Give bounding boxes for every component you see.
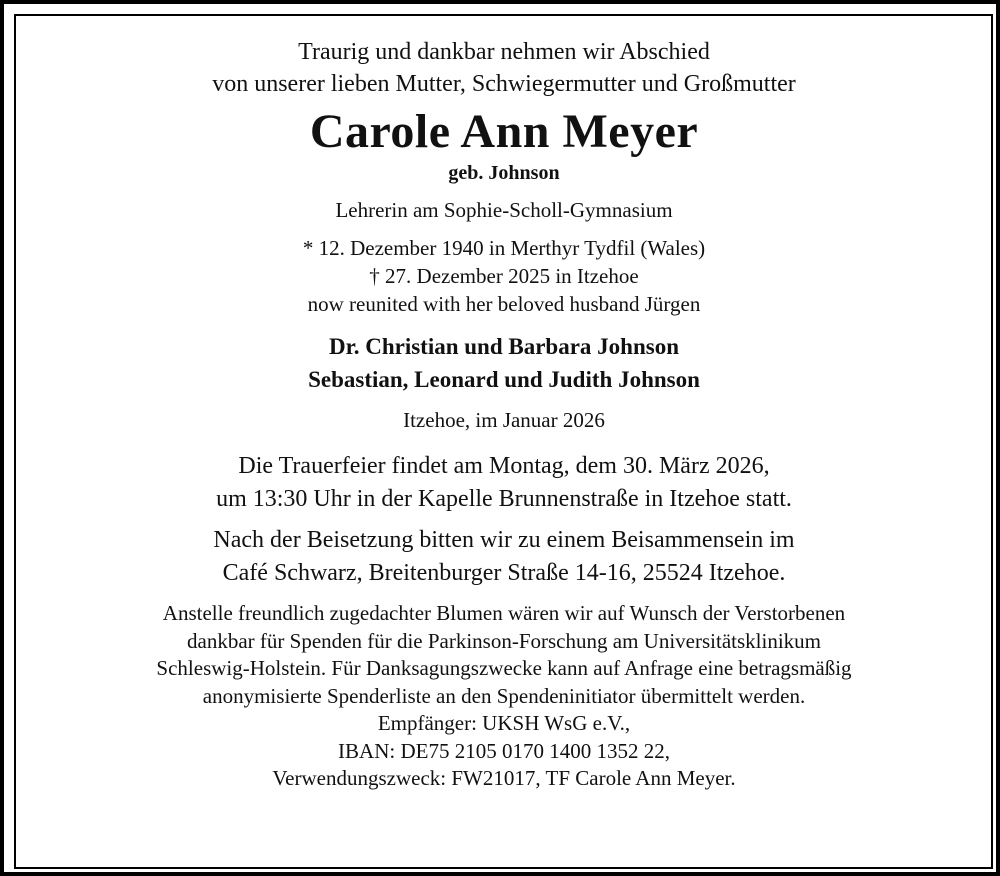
obituary-notice: [16, 16, 992, 793]
donation-line: anonymisierte Spenderliste an den Spendeninitiator übermittelt werden.: [202, 683, 806, 708]
mourners: [16, 330, 992, 396]
donation-info: [16, 600, 992, 793]
intro-line: Traurig und dankbar nehmen wir Abschied: [298, 39, 710, 65]
mourner-line: Sebastian, Leonard und Judith Johnson: [308, 367, 700, 392]
birth-date: * 12. Dezember 1940 in Merthyr Tydfil (Wales): [302, 236, 706, 260]
recipient: Empfänger: UKSH WsG e.V.,: [377, 711, 631, 735]
place-date: Itzehoe, im Januar 2026: [403, 408, 605, 432]
payment-reference: Verwendungszweck: FW21017, TF Carole Ann Meyer.: [272, 766, 736, 790]
reception-info: [16, 524, 992, 590]
donation-line: Schleswig-Holstein. Für Danksagungszwecke kann auf Anfrage eine betragsmäßig: [156, 656, 852, 680]
reception-line: Café Schwarz, Breitenburger Straße 14-16, 25524 Itzehoe.: [222, 560, 786, 586]
reception-line: Nach der Beisetzung bitten wir zu einem Beisammensein im: [213, 527, 795, 553]
deceased-name: Carole Ann Meyer: [309, 105, 699, 158]
life-dates: [16, 234, 992, 318]
mourner-line: Dr. Christian und Barbara Johnson: [329, 334, 679, 359]
intro-line: von unserer lieben Mutter, Schwiegermutter und Großmutter: [212, 71, 796, 97]
iban: IBAN: DE75 2105 0170 1400 1352 22,: [338, 738, 670, 763]
ceremony-info: [16, 450, 992, 516]
profession: Lehrerin am Sophie-Scholl-Gymnasium: [335, 198, 673, 222]
intro-text: [16, 36, 992, 100]
reunited-note: now reunited with her beloved husband Jürgen: [307, 292, 701, 316]
donation-line: dankbar für Spenden für die Parkinson-Forschung am Universitätsklinikum: [187, 628, 821, 653]
ceremony-line: Die Trauerfeier findet am Montag, dem 30. März 2026,: [238, 453, 770, 479]
ceremony-line: um 13:30 Uhr in der Kapelle Brunnenstraße in Itzehoe statt.: [216, 486, 792, 512]
donation-line: Anstelle freundlich zugedachter Blumen wären wir auf Wunsch der Verstorbenen: [162, 601, 846, 625]
maiden-name: geb. Johnson: [448, 162, 560, 184]
death-date: † 27. Dezember 2025 in Itzehoe: [369, 264, 639, 288]
